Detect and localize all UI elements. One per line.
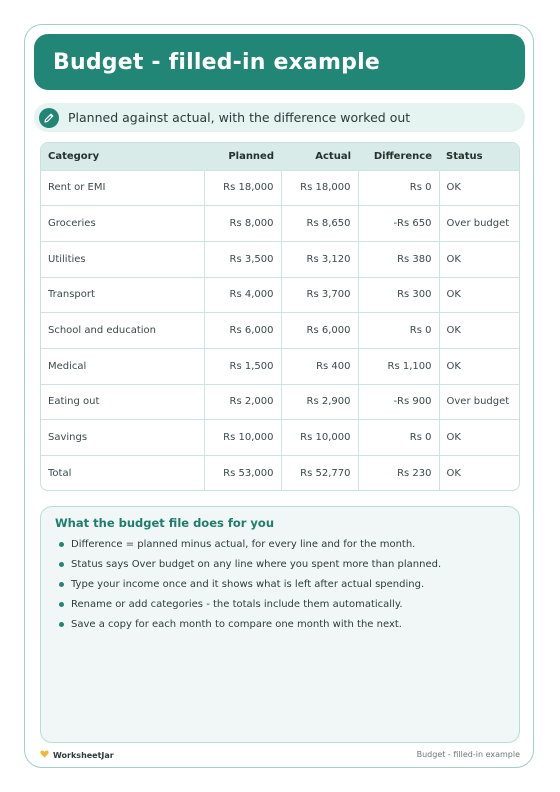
table-row <box>41 348 520 384</box>
list-item <box>55 558 505 578</box>
info-box <box>40 506 520 743</box>
difference-cell: Rs 230 <box>358 456 439 492</box>
list-item <box>55 578 505 598</box>
difference-cell: Rs 1,100 <box>358 348 439 384</box>
bullet-icon <box>59 582 64 587</box>
difference-cell: Rs 0 <box>358 313 439 349</box>
status-cell: OK <box>439 313 520 349</box>
table-row <box>41 313 520 349</box>
subtitle-text: Planned against actual, with the difference worked out <box>68 110 411 125</box>
category-cell: School and education <box>41 313 204 349</box>
difference-cell: Rs 380 <box>358 241 439 277</box>
pencil-icon <box>39 108 59 128</box>
footer-brand <box>40 750 114 760</box>
status-cell: Over budget <box>439 384 520 420</box>
table-row <box>41 206 520 242</box>
bullet-icon <box>59 602 64 607</box>
actual-cell: Rs 3,120 <box>281 241 358 277</box>
planned-cell: Rs 2,000 <box>204 384 281 420</box>
status-cell: Over budget <box>439 206 520 242</box>
list-item-text: Type your income once and it shows what is left after actual spending. <box>71 579 425 590</box>
category-cell: Eating out <box>41 384 204 420</box>
column-header-category: Category <box>41 143 204 170</box>
difference-cell: Rs 0 <box>358 170 439 206</box>
category-cell: Savings <box>41 420 204 456</box>
actual-cell: Rs 3,700 <box>281 277 358 313</box>
actual-cell: Rs 2,900 <box>281 384 358 420</box>
column-header-difference: Difference <box>358 143 439 170</box>
planned-cell: Rs 4,000 <box>204 277 281 313</box>
actual-cell: Rs 10,000 <box>281 420 358 456</box>
status-cell: OK <box>439 348 520 384</box>
table-row <box>41 384 520 420</box>
status-cell: OK <box>439 456 520 492</box>
page-title: Budget - filled-in example <box>53 49 380 75</box>
table-row <box>41 420 520 456</box>
subtitle-bar <box>34 103 525 132</box>
status-cell: OK <box>439 420 520 456</box>
column-header-planned: Planned <box>204 143 281 170</box>
planned-cell: Rs 53,000 <box>204 456 281 492</box>
list-item-text: Save a copy for each month to compare one month with the next. <box>71 619 402 630</box>
planned-cell: Rs 3,500 <box>204 241 281 277</box>
actual-cell: Rs 52,770 <box>281 456 358 492</box>
table-row <box>41 277 520 313</box>
status-cell: OK <box>439 277 520 313</box>
category-cell: Groceries <box>41 206 204 242</box>
status-cell: OK <box>439 170 520 206</box>
list-item-text: Status says Over budget on any line where you spent more than planned. <box>71 559 442 570</box>
table-row <box>41 241 520 277</box>
list-item <box>55 618 505 638</box>
actual-cell: Rs 8,650 <box>281 206 358 242</box>
bullet-icon <box>59 562 64 567</box>
table-row <box>41 170 520 206</box>
planned-cell: Rs 6,000 <box>204 313 281 349</box>
bullet-icon <box>59 622 64 627</box>
planned-cell: Rs 10,000 <box>204 420 281 456</box>
table-header-row <box>41 143 520 170</box>
planned-cell: Rs 18,000 <box>204 170 281 206</box>
category-cell: Total <box>41 456 204 492</box>
category-cell: Medical <box>41 348 204 384</box>
status-cell: OK <box>439 241 520 277</box>
category-cell: Rent or EMI <box>41 170 204 206</box>
column-header-status: Status <box>439 143 520 170</box>
difference-cell: Rs 300 <box>358 277 439 313</box>
brand-name: WorksheetJar <box>53 750 114 760</box>
difference-cell: Rs 0 <box>358 420 439 456</box>
category-cell: Utilities <box>41 241 204 277</box>
planned-cell: Rs 1,500 <box>204 348 281 384</box>
category-cell: Transport <box>41 277 204 313</box>
budget-table <box>40 142 520 491</box>
difference-cell: -Rs 900 <box>358 384 439 420</box>
actual-cell: Rs 400 <box>281 348 358 384</box>
planned-cell: Rs 8,000 <box>204 206 281 242</box>
difference-cell: -Rs 650 <box>358 206 439 242</box>
list-item-text: Difference = planned minus actual, for every line and for the month. <box>71 539 416 550</box>
column-header-actual: Actual <box>281 143 358 170</box>
bullet-icon <box>59 542 64 547</box>
table-total-row <box>41 456 520 492</box>
title-banner <box>34 34 525 90</box>
heart-icon <box>40 750 49 760</box>
actual-cell: Rs 6,000 <box>281 313 358 349</box>
list-item <box>55 538 505 558</box>
list-item <box>55 598 505 618</box>
info-list <box>55 538 505 638</box>
info-heading: What the budget file does for you <box>55 516 275 530</box>
list-item-text: Rename or add categories - the totals include them automatically. <box>71 599 403 610</box>
footer-page-label: Budget - filled-in example <box>416 750 520 759</box>
actual-cell: Rs 18,000 <box>281 170 358 206</box>
